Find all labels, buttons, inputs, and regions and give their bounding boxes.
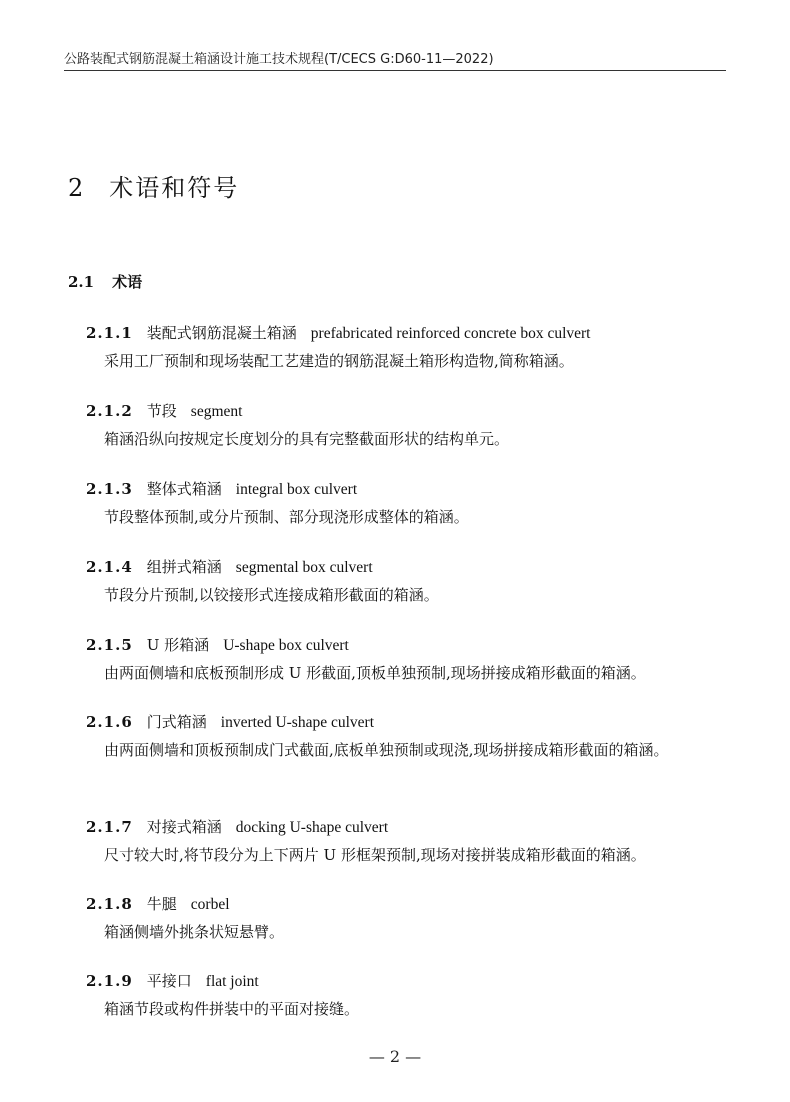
term-chinese: 整体式箱涵 bbox=[146, 480, 222, 498]
term-number: 2.1.6 bbox=[86, 713, 133, 731]
term-heading bbox=[86, 320, 736, 347]
term-english: U-shape box culvert bbox=[223, 637, 349, 654]
term-number: 2.1.2 bbox=[86, 402, 133, 420]
term-heading bbox=[86, 814, 736, 841]
term-number: 2.1.1 bbox=[86, 324, 133, 342]
term-english: flat joint bbox=[205, 973, 259, 990]
term-heading bbox=[86, 398, 736, 425]
term-definition: 节段分片预制,以铰接形式连接成箱形截面的箱涵。 bbox=[104, 586, 439, 604]
term-number: 2.1.8 bbox=[86, 895, 133, 913]
term-heading bbox=[86, 709, 736, 736]
term-definition: 箱涵沿纵向按规定长度划分的具有完整截面形状的结构单元。 bbox=[104, 430, 510, 448]
term-entry bbox=[86, 554, 736, 609]
term-english: segment bbox=[190, 403, 243, 420]
term-number: 2.1.4 bbox=[86, 558, 133, 576]
term-entry bbox=[86, 968, 736, 1023]
term-chinese: 组拼式箱涵 bbox=[146, 558, 222, 576]
term-entry bbox=[86, 398, 736, 453]
chapter-number: 2 bbox=[68, 174, 86, 202]
section-title bbox=[68, 271, 142, 292]
section-title-text: 术语 bbox=[112, 273, 143, 291]
term-definition: 箱涵侧墙外挑条状短悬臂。 bbox=[104, 923, 285, 941]
term-entry bbox=[86, 320, 736, 375]
term-chinese: U 形箱涵 bbox=[146, 636, 210, 654]
term-entry bbox=[86, 891, 736, 946]
term-definition: 尺寸较大时,将节段分为上下两片 U 形框架预制,现场对接拼装成箱形截面的箱涵。 bbox=[104, 846, 646, 864]
term-number: 2.1.3 bbox=[86, 480, 133, 498]
term-entry bbox=[86, 814, 736, 869]
term-entry bbox=[86, 476, 736, 531]
term-number: 2.1.5 bbox=[86, 636, 133, 654]
term-number: 2.1.9 bbox=[86, 972, 133, 990]
term-heading bbox=[86, 891, 736, 918]
term-chinese: 装配式钢筋混凝土箱涵 bbox=[146, 324, 297, 342]
term-chinese: 平接口 bbox=[146, 972, 192, 990]
term-number: 2.1.7 bbox=[86, 818, 133, 836]
term-english: segmental box culvert bbox=[235, 559, 373, 576]
term-definition: 箱涵节段或构件拼装中的平面对接缝。 bbox=[104, 1000, 360, 1018]
page-number: — 2 — bbox=[368, 1047, 422, 1066]
term-heading bbox=[86, 554, 736, 581]
term-entry bbox=[86, 709, 736, 764]
term-heading bbox=[86, 968, 736, 995]
term-chinese: 节段 bbox=[146, 402, 177, 420]
term-english: docking U-shape culvert bbox=[235, 819, 389, 836]
chapter-title bbox=[68, 168, 239, 203]
term-definition: 由两面侧墙和底板预制形成 U 形截面,顶板单独预制,现场拼接成箱形截面的箱涵。 bbox=[104, 664, 646, 682]
term-definition: 节段整体预制,或分片预制、部分现浇形成整体的箱涵。 bbox=[104, 508, 469, 526]
term-definition: 由两面侧墙和顶板预制成门式截面,底板单独预制或现浇,现场拼接成箱形截面的箱涵。 bbox=[104, 741, 669, 759]
term-english: corbel bbox=[190, 896, 230, 913]
term-english: integral box culvert bbox=[235, 481, 358, 498]
term-english: prefabricated reinforced concrete box culvert bbox=[310, 325, 591, 342]
term-definition: 采用工厂预制和现场装配工艺建造的钢筋混凝土箱形构造物,简称箱涵。 bbox=[104, 352, 574, 370]
header-rule bbox=[64, 70, 726, 71]
section-number: 2.1 bbox=[68, 273, 95, 291]
term-heading bbox=[86, 476, 736, 503]
term-entry bbox=[86, 632, 736, 687]
term-chinese: 对接式箱涵 bbox=[146, 818, 222, 836]
chapter-title-text: 术语和符号 bbox=[109, 174, 240, 202]
term-chinese: 牛腿 bbox=[146, 895, 177, 913]
running-header: 公路装配式钢筋混凝土箱涵设计施工技术规程(T/CECS G:D60-11—2022) bbox=[64, 52, 494, 67]
term-chinese: 门式箱涵 bbox=[146, 713, 207, 731]
term-english: inverted U-shape culvert bbox=[220, 714, 374, 731]
term-heading bbox=[86, 632, 736, 659]
